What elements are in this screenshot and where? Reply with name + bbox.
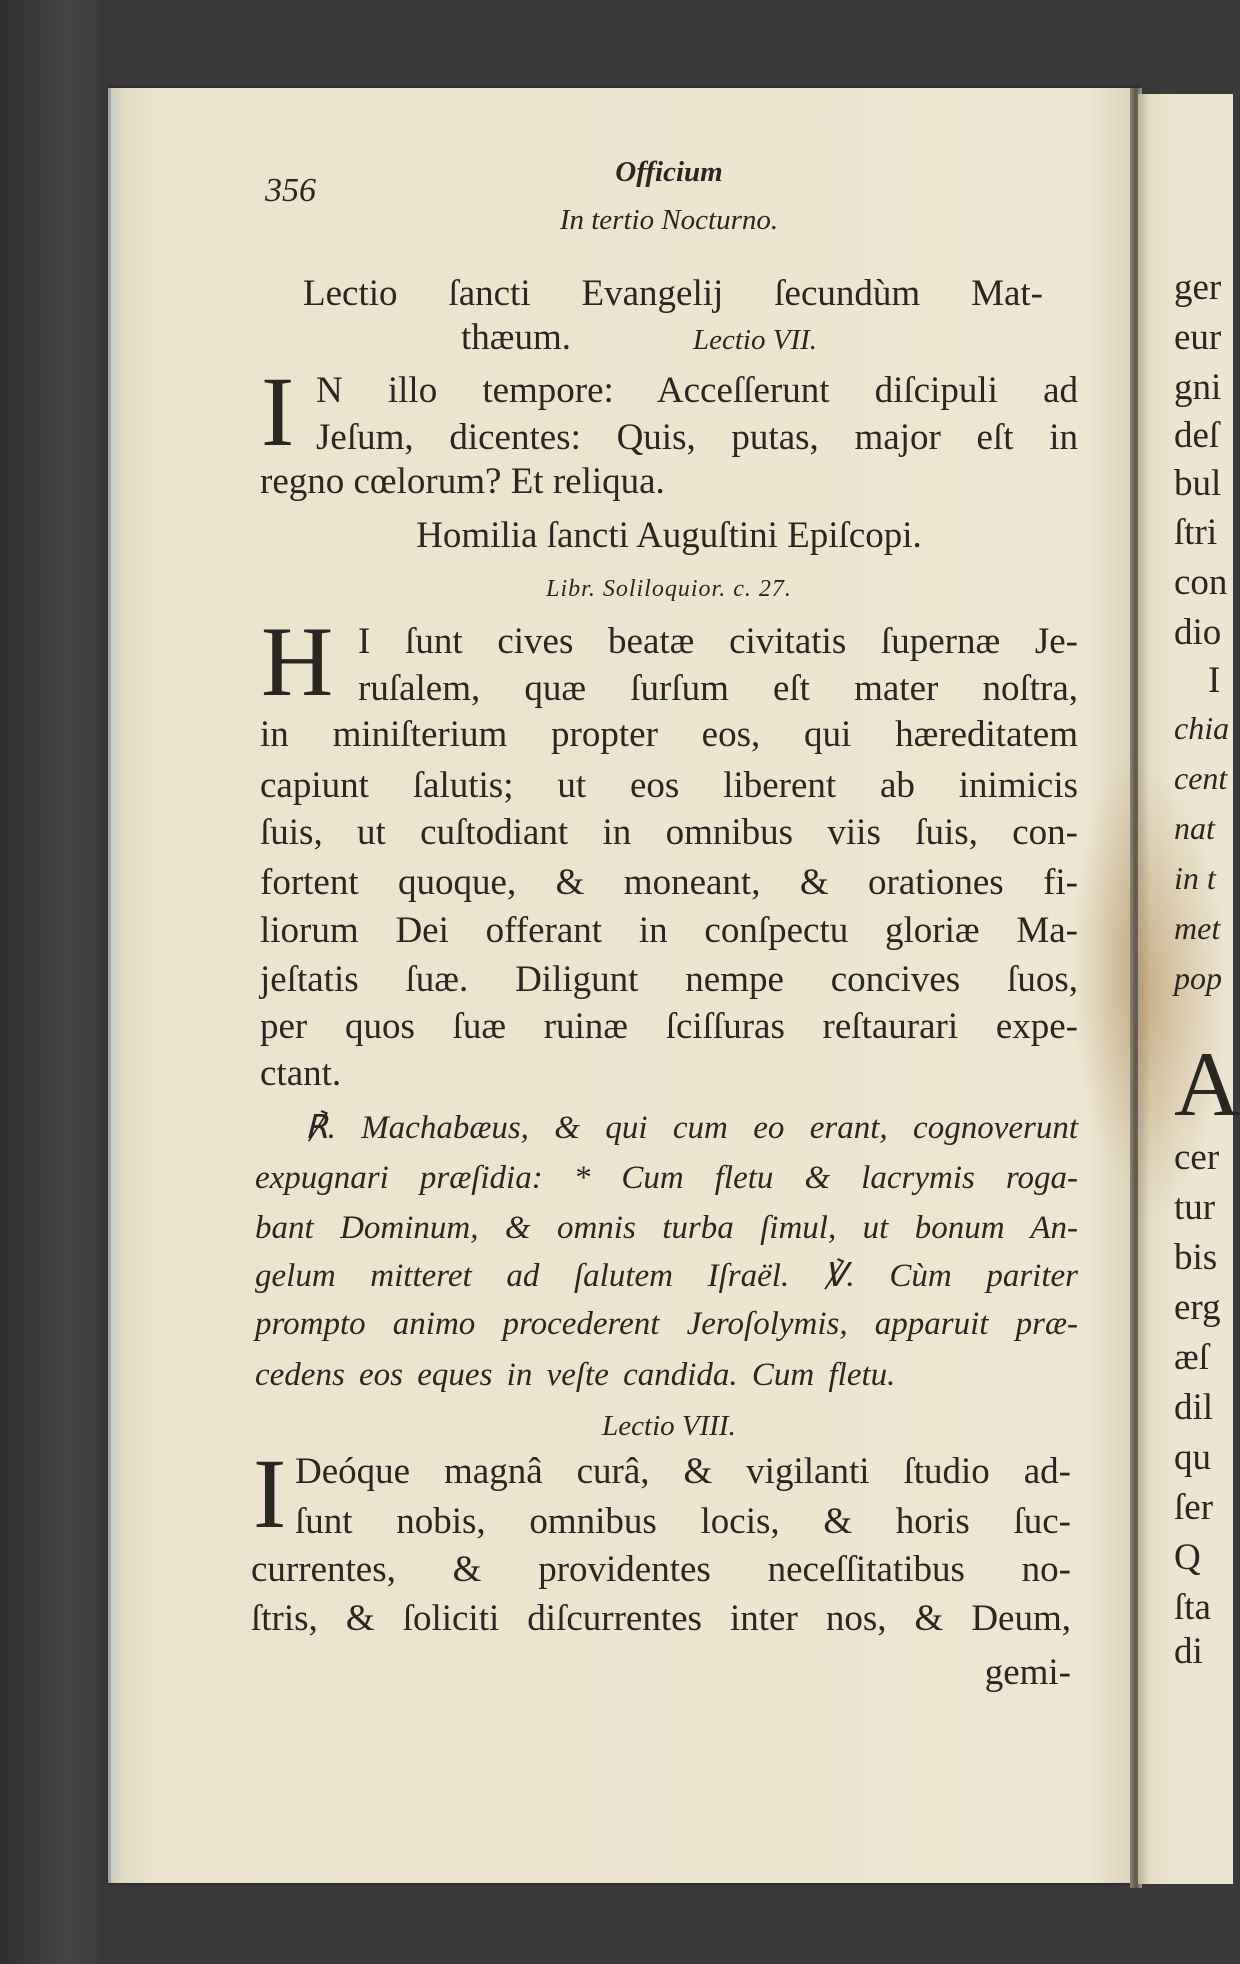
text-fragment: bis — [1174, 1237, 1218, 1278]
text-fragment: dil — [1174, 1387, 1214, 1428]
text-line: I ſunt cives beatæ civitatis ſupernæ Je- — [358, 621, 1078, 662]
text-fragment: gni — [1174, 367, 1222, 408]
text-fragment: cer — [1174, 1137, 1220, 1178]
homily-heading: Homilia ſancti Auguſtini Epiſcopi. — [416, 515, 922, 556]
right-page-edge — [1138, 94, 1240, 1884]
text-fragment: deſ — [1174, 415, 1220, 456]
text-fragment: ſtri — [1174, 512, 1218, 553]
text-fragment: Q — [1174, 1537, 1201, 1578]
text-line: regno cœlorum? Et reliqua. — [260, 461, 665, 502]
text-line: fortent quoque, & moneant, & orationes fi- — [260, 862, 1078, 903]
text-fragment: eur — [1174, 317, 1222, 358]
text-fragment: in t — [1174, 860, 1216, 896]
text-line: Jeſum, dicentes: Quis, putas, major eſt in — [316, 417, 1078, 458]
text-line: Deóque magnâ curâ, & vigilanti ſtudio ad- — [295, 1451, 1071, 1492]
text-line: liorum Dei offerant in conſpectu gloriæ Ma- — [260, 910, 1078, 951]
text-line: capiunt ſalutis; ut eos liberent ab inimicis — [260, 765, 1078, 806]
text-line: N illo tempore: Acceſſerunt diſcipuli ad — [316, 370, 1078, 411]
drop-cap-fragment: A — [1174, 1033, 1240, 1135]
text-fragment: æſ — [1174, 1337, 1209, 1378]
source-reference: Libr. Soliloquior. c. 27. — [546, 576, 792, 602]
text-line: per quos ſuæ ruinæ ſciſſuras reſtaurari expe- — [260, 1006, 1078, 1047]
text-fragment: met — [1174, 910, 1221, 946]
text-line: currentes, & providentes neceſſitatibus no- — [251, 1549, 1071, 1590]
responsory-line: bant Dominum, & omnis turba ſimul, ut bonum An- — [255, 1210, 1078, 1246]
drop-cap: H — [261, 606, 334, 717]
text-line: in miniſterium propter eos, qui hæreditatem — [260, 714, 1078, 755]
text-fragment: nat — [1174, 810, 1215, 846]
drop-cap: I — [253, 1438, 287, 1549]
text-line: ctant. — [260, 1053, 342, 1094]
text-line: ſuis, ut cuſtodiant in omnibus viis ſuis, con- — [260, 812, 1078, 853]
text-fragment: pop — [1174, 960, 1222, 996]
running-title: Officium — [615, 156, 723, 188]
page-number: 356 — [265, 172, 316, 209]
text-fragment: chia — [1174, 710, 1230, 746]
text-line: ſtris, & ſoliciti diſcurrentes inter nos, & Deum, — [251, 1598, 1071, 1639]
responsory-line: gelum mitteret ad ſalutem Iſraël. ℣. Cùm pariter — [255, 1258, 1078, 1294]
drop-cap: I — [261, 356, 295, 467]
responsory-line: expugnari præſidia: * Cum fletu & lacrymis roga- — [255, 1160, 1078, 1196]
section-heading: In tertio Nocturno. — [559, 204, 779, 236]
lectio-heading: Lectio VIII. — [602, 1410, 736, 1442]
text-line: Lectio ſancti Evangelij ſecundùm Mat- — [303, 273, 1043, 314]
text-fragment: con — [1174, 562, 1228, 603]
left-page — [108, 88, 1141, 1883]
text-line: thæum. — [461, 317, 571, 358]
text-fragment: di — [1174, 1631, 1203, 1672]
text-fragment: ſta — [1174, 1587, 1211, 1628]
responsory-line: cedens eos eques in veſte candida. Cum fletu. — [255, 1357, 896, 1393]
text-fragment: I — [1208, 660, 1221, 701]
text-fragment: tur — [1174, 1187, 1216, 1228]
text-fragment: qu — [1174, 1437, 1211, 1478]
text-fragment: dio — [1174, 612, 1222, 653]
catchword: gemi- — [984, 1652, 1071, 1693]
text-fragment: cent — [1174, 760, 1228, 796]
text-line: jeſtatis ſuæ. Diligunt nempe concives ſuos, — [260, 959, 1078, 1000]
lectio-heading: Lectio VII. — [693, 324, 818, 356]
text-fragment: bul — [1174, 463, 1222, 504]
text-line: ſunt nobis, omnibus locis, & horis ſuc- — [295, 1501, 1071, 1542]
text-fragment: ſer — [1174, 1487, 1214, 1528]
responsory-line: prompto animo procederent Jeroſolymis, apparuit præ- — [255, 1306, 1078, 1342]
text-line: ruſalem, quæ ſurſum eſt mater noſtra, — [358, 668, 1078, 709]
text-fragment: ger — [1174, 267, 1222, 308]
responsory-line: ℟. Machabæus, & qui cum eo erant, cognoverunt — [305, 1110, 1078, 1146]
text-fragment: erg — [1174, 1287, 1221, 1328]
